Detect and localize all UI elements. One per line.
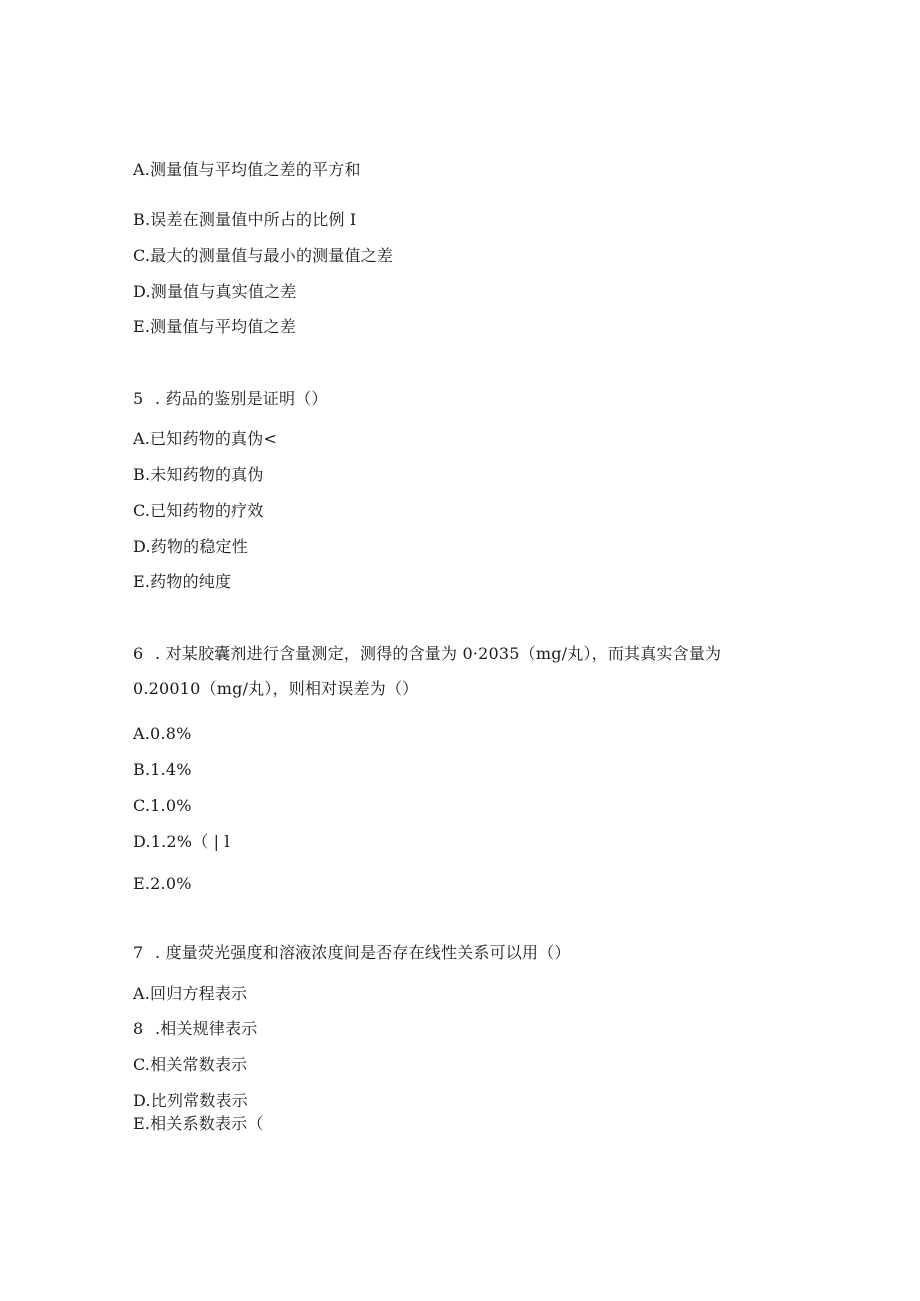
q7-stem xyxy=(133,943,571,963)
q7-option-e: E.相关系数表示（ xyxy=(133,1114,264,1133)
q4-option-a: A.测量值与平均值之差的平方和 xyxy=(133,160,361,179)
q6-option-c: C.1.0% xyxy=(133,796,192,815)
q7-option-b-number: 8 xyxy=(133,1019,144,1038)
q6-option-b: B.1.4% xyxy=(133,760,192,779)
q4-option-b: B.误差在测量值中所占的比例 I xyxy=(133,210,357,229)
q5-option-d: D.药物的稳定性 xyxy=(133,537,248,556)
q7-option-b xyxy=(133,1019,258,1039)
q4-option-c: C.最大的测量值与最小的测量值之差 xyxy=(133,246,394,265)
q6-stem-line1 xyxy=(133,644,721,664)
q5-number: 5 xyxy=(133,389,144,408)
q6-number: 6 xyxy=(133,644,144,663)
q6-option-e: E.2.0% xyxy=(133,874,192,893)
q5-option-c: C.已知药物的疗效 xyxy=(133,501,264,520)
q6-stem-text: . 对某胶囊剂进行含量测定，测得的含量为 0·2035（mg/丸），而其真实含量为 xyxy=(155,644,722,663)
q7-option-d: D.比列常数表示 xyxy=(133,1091,248,1110)
q6-stem-line2: 0.20010（mg/丸），则相对误差为（） xyxy=(133,679,419,698)
q7-number: 7 xyxy=(133,943,144,962)
q7-stem-text: . 度量荧光强度和溶液浓度间是否存在线性关系可以用（） xyxy=(155,943,571,962)
q6-option-a: A.0.8% xyxy=(133,724,192,743)
q5-option-a: A.已知药物的真伪< xyxy=(133,429,278,448)
q7-option-a: A.回归方程表示 xyxy=(133,984,248,1003)
q5-option-e: E.药物的纯度 xyxy=(133,572,232,591)
q7-option-b-text: .相关规律表示 xyxy=(155,1019,258,1038)
q4-option-d: D.测量值与真实值之差 xyxy=(133,282,297,301)
q7-option-c: C.相关常数表示 xyxy=(133,1055,248,1074)
q5-option-b: B.未知药物的真伪 xyxy=(133,465,264,484)
q5-stem-text: . 药品的鉴别是证明（） xyxy=(155,389,328,408)
q6-option-d: D.1.2%（ | l xyxy=(133,832,230,851)
q4-option-e: E.测量值与平均值之差 xyxy=(133,317,296,336)
q5-stem xyxy=(133,389,328,409)
